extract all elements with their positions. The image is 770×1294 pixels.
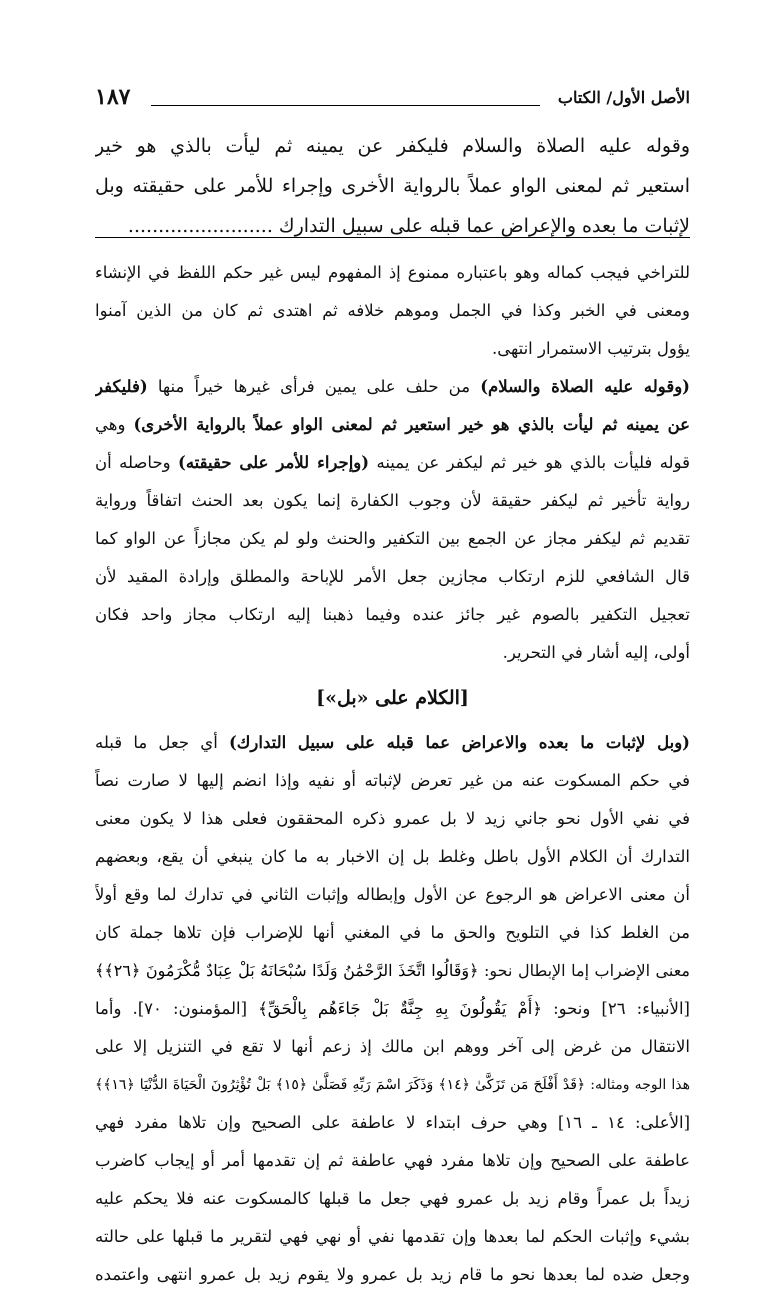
quran-verse: ﴿وَقَالُوا اتَّخَذَ الرَّحْمَٰنُ وَلَدًا سُبْحَانَهُ بَلْ عِبَادٌ مُّكْرَمُونَ ﴿٢٦﴾﴾ [95,961,479,980]
plain-text: من حلف على يمين فرأى غيرها خيراً منها [147,377,481,396]
plain-text: هذا الوجه ومثاله: [585,1077,690,1093]
commentary-line: ومعنى في الخبر وكذا في الجمل وموهم خلافه ثم اهتدى ثم كان من الذين آمنوا [95,301,690,320]
commentary-line: في نفي الأول نحو جاني زيد لا بل عمرو ذكره المحققون فعلى هذا لا يكون معنى [95,809,690,828]
commentary-line [95,444,690,482]
commentary-line: وجعل ضده لما بعدها نحو ما قام زيد بل عمرو ولا يقوم زيد بل عمرو انتهى واعتمده [95,1265,690,1284]
plain-text: [المؤمنون: ٧٠]. وأما [95,999,259,1018]
commentary-line: تعجيل التكفير بالصوم غير جائز عنده وفيما ذهبنا إليه ارتكاب مجاز واحد فكان [95,605,690,624]
bold-quote: (فليكفر [95,377,148,396]
running-title: الأصل الأول/ الكتاب [557,88,690,107]
commentary-line: تقديم ثم ليكفر مجاز عن الجمع بين التكفير والحنث ولو لم يكن مجازاً عن الواو كما [95,529,690,548]
matn-line: استعير ثم لمعنى الواو عملاً بالرواية الأخرى وإجراء للأمر على حقيقته وبل [95,175,690,197]
commentary-line [95,990,690,1028]
commentary-line: بشيء وإثبات الحكم لما بعدها وإن تقدمها نفي أو نهي فهي لتقرير ما قبلها على حالته [95,1227,690,1246]
quran-verse: ﴿قَدْ أَفْلَحَ مَن تَزَكَّىٰ ﴿١٤﴾ وَذَكَرَ اسْمَ رَبِّهِ فَصَلَّىٰ ﴿١٥﴾ بَلْ تُؤْثِرُونَ الْحَيَاةَ الدُّنْيَا ﴿١٦﴾﴾ [95,1077,586,1093]
plain-text: أي جعل ما قبله [95,733,229,752]
plain-text: قوله فليأت بالذي هو خير ثم ليكفر عن يمينه [369,453,690,472]
commentary-line: أولى، إليه أشار في التحرير. [502,643,690,662]
bold-quote: (وقوله عليه الصلاة والسلام) [480,377,690,396]
quran-verse: ﴿أَمْ يَقُولُونَ بِهِ جِنَّةٌ بَلْ جَاءَهُم بِالْحَقِّ﴾ [258,999,543,1018]
bold-quote: عن يمينه ثم ليأت بالذي هو خير استعير ثم لمعنى الواو عملاً بالرواية الأخرى) [133,415,690,434]
bold-quote: (وبل لإثبات ما بعده والاعراض عما قبله على سبيل التدارك) [229,733,690,752]
commentary-line: رواية تأخير ثم ليكفر حقيقة لأن وجوب الكفارة إنما يكون بعد الحنث اتفاقاً ورواية [95,491,690,510]
commentary-line: في حكم المسكوت عنه من غير تعرض لإثباته أو نفيه وإذا انضم إليها لا صارت نصاً [95,771,690,790]
separator-rule [95,237,690,238]
plain-text: [الأنبياء: ٢٦] ونحو: [542,999,690,1018]
commentary-line: للتراخي فيجب كماله وهو باعتباره ممنوع إذ المفهوم ليس غير حكم اللفظ في الإنشاء [95,263,690,282]
commentary-line: الانتقال من غرض إلى آخر ووهم ابن مالك إذ زعم أنها لا تقع في التنزيل إلا على [95,1037,690,1056]
commentary-line: [الأعلى: ١٤ ـ ١٦] وهي حرف ابتداء لا عاطفة على الصحيح وإن تلاها مفرد فهي [95,1113,690,1132]
commentary-line [95,724,690,762]
commentary-line: زيداً بل عمراً وقام زيد بل عمرو فهي جعل ما قبلها كالمسكوت عنه فلا يحكم عليه [95,1189,690,1208]
commentary-line [95,368,690,406]
page-header [95,84,690,116]
commentary-line: عاطفة على الصحيح وإن تلاها مفرد فهي عاطفة ثم إن تقدمها أمر أو إيجاب كاضرب [95,1151,690,1170]
commentary-line: التدارك أن الكلام الأول باطل وغلط بل إن الاخبار به ما كان ينبغي أن يقع، وبعضهم [95,847,690,866]
commentary-line [95,406,690,444]
section-heading: [الكلام على «بل»] [316,687,469,709]
page-number: ١٨٧ [95,84,131,110]
plain-text: وهي [95,415,134,434]
plain-text: معنى الإضراب إما الإبطال نحو: [478,961,690,980]
commentary-line: من الغلط كذا في التلويح والحق ما في المغني أنها للإضراب فإن تلاها جملة كان [95,923,690,942]
commentary-line [95,1066,690,1104]
bold-quote: (وإجراء للأمر على حقيقته) [178,453,370,472]
commentary-line [95,952,690,990]
main-text [95,126,690,246]
commentary-line: يؤول بترتيب الاستمرار انتهى. [491,339,690,358]
commentary-line: أن معنى الاعراض هو الرجوع عن الأول وإبطاله وإثبات الثاني في تدارك لما وقع أولاً [95,885,690,904]
commentary-line: قال الشافعي للزم ارتكاب مجازين جعل الأمر للإباحة والمطلق وإرادة المقيد لأن [95,567,690,586]
header-rule [151,105,540,106]
matn-line: وقوله عليه الصلاة والسلام فليكفر عن يمينه ثم ليأت بالذي هو خير [95,135,690,157]
plain-text: وحاصله أن [95,453,179,472]
commentary [95,254,690,1294]
matn-line: لإثبات ما بعده والإعراض عما قبله على سبيل التدارك ........................ [127,215,690,237]
